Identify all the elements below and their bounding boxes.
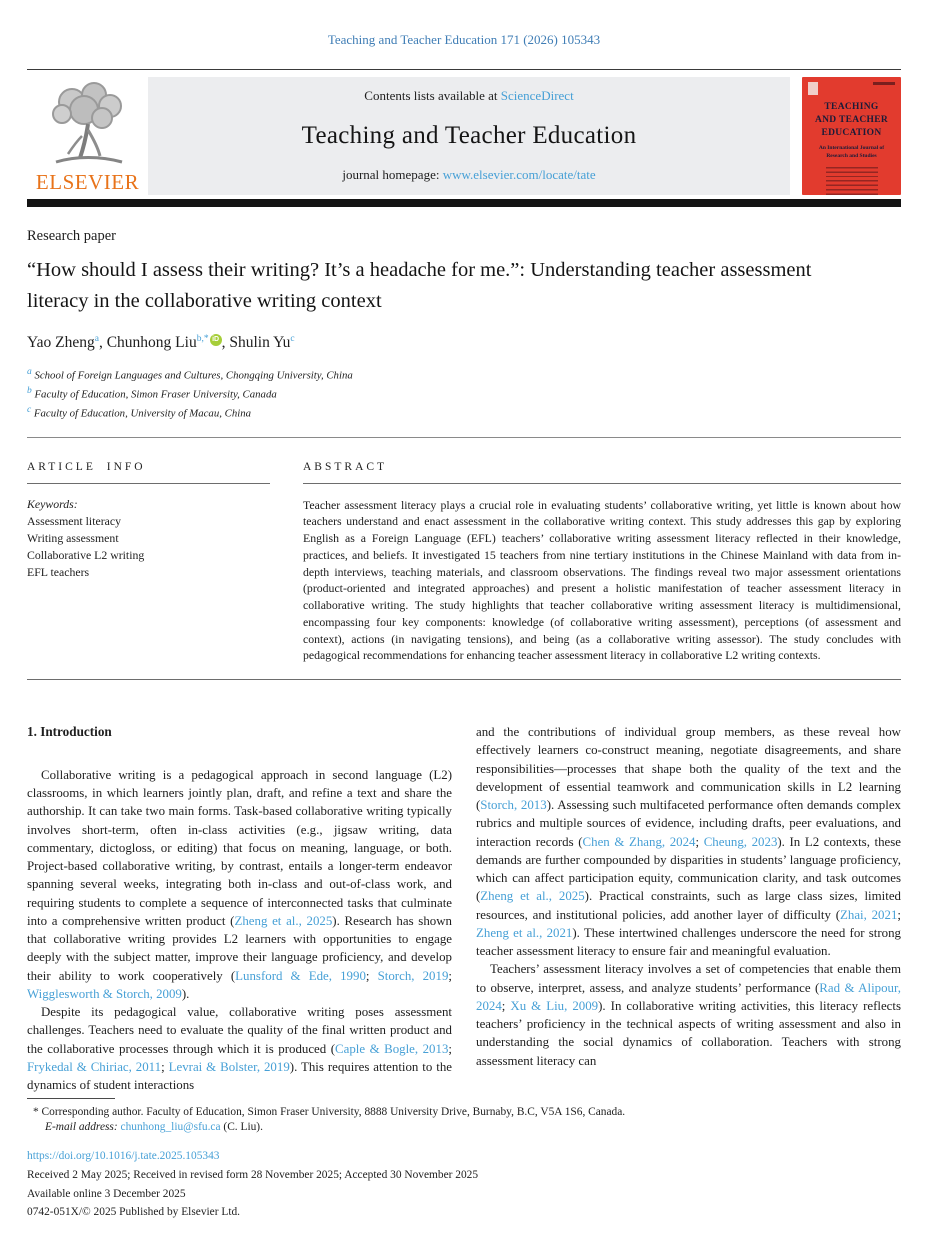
abstract-bottom-divider — [27, 679, 901, 680]
keyword-item: Writing assessment — [27, 530, 119, 545]
citation-link[interactable]: Caple & Bogle, 2013 — [335, 1041, 449, 1056]
affiliation-item: $^c$ Faculty of Education, University of Macau, China — [27, 405, 252, 420]
citation-link[interactable]: Lunsford & Ede, 1990 — [235, 968, 366, 983]
body-text: ). Practical constraints, such as large class sizes, limited resources, and institutional policies, add another layer of difficulty ( — [476, 889, 901, 922]
elsevier-tree-icon — [42, 80, 134, 170]
body-text: ; — [695, 834, 704, 849]
body-text: ). These intertwined challenges underscore the need for strong teacher assessment literacy to ensure fair and meaningful evaluation. — [476, 925, 901, 959]
body-text: ). This requires attention to the dynamics of student interactions — [27, 1059, 452, 1093]
article-info-column — [27, 438, 303, 665]
body-text: and the contributions of individual group members, as these reveal how effectively learners co-construct meaning, negotiate disagreements, and share responsibilities—processes that shape both the quality of the text and the development of essential teamwork and communication skills in L2 learning ( — [476, 725, 901, 813]
body-text: ; — [161, 1059, 169, 1074]
keywords-label: Keywords: — [27, 496, 78, 511]
citation-link[interactable]: Rad & Alipour, 2024 — [476, 980, 901, 1013]
keywords-block — [27, 496, 270, 581]
affiliation-list — [27, 365, 901, 423]
body-text: ; — [448, 1041, 452, 1056]
homepage-line — [158, 167, 780, 183]
citation-link[interactable]: Zheng et al., 2021 — [476, 925, 573, 940]
contents-line — [158, 88, 780, 104]
body-text: ; — [501, 998, 511, 1013]
citation-link[interactable]: Zhai, 2021 — [840, 907, 898, 922]
body-text: ; — [897, 907, 901, 922]
cover-subtitle: An International Journal of Research and Studies — [818, 145, 885, 160]
abstract-heading: ABSTRACT — [303, 438, 901, 484]
orcid-icon[interactable]: iD — [210, 334, 222, 346]
citation-link[interactable]: Wigglesworth & Storch, 2009 — [27, 986, 182, 1001]
corresponding-author-note: * Corresponding author. Faculty of Education, Simon Fraser University, 8888 University Drive, Burnaby, B.C, V5A 1S6, Canada. — [33, 1106, 626, 1118]
body-text: ). — [181, 986, 190, 1001]
body-paragraph — [476, 723, 901, 960]
homepage-link[interactable]: www.elsevier.com/locate/tate — [442, 167, 596, 182]
introduction-heading: 1. Introduction — [27, 724, 112, 740]
doi-link[interactable]: https://doi.org/10.1016/j.tate.2025.105343 — [27, 1150, 220, 1162]
journal-title: Teaching and Teacher Education — [301, 121, 637, 149]
article-info-heading: ARTICLE INFO — [27, 438, 270, 484]
citation-link[interactable]: Levrai & Bolster, 2019 — [168, 1059, 290, 1074]
body-paragraph — [27, 1003, 452, 1094]
article-title: “How should I assess their writing? It’s a headache for me.”: Understanding teacher assessment literacy in the collaborative writing context — [27, 259, 812, 312]
journal-cover-thumbnail[interactable] — [802, 77, 901, 195]
cover-publisher-mark — [808, 82, 818, 95]
article-body — [27, 723, 901, 1105]
elsevier-logo — [27, 77, 148, 195]
body-left-column — [27, 723, 452, 1105]
journal-citation-header: Teaching and Teacher Education 171 (2026) 105343 — [327, 32, 601, 47]
author-name: Chunhong Liu$^{b,*}$ iD , — [106, 333, 230, 351]
cover-title: TEACHING AND TEACHER EDUCATION — [814, 102, 889, 138]
homepage-prefix: journal homepage: — [342, 167, 443, 182]
abstract-text: Teacher assessment literacy plays a crucial role in evaluating students’ collaborative writing, yet little is known about how teachers understand and enact assessment in the collaborative writing context. This study addresses this gap by exploring English as a Foreign Language (EFL) teachers’ collaborative writing assessment literacy reflected in their knowledge, practices, and beliefs. It investigated 15 teachers from nine tertiary institutions in the Chinese Mainland with data from in-depth interviews, teaching materials, and classroom observations. The findings reveal two major assessment orientations (product-oriented and integrated approaches) and present a holistic manifestation of teacher assessment literacy in collaborative writing. The study highlights that teacher collaborative writing assessment literacy is multidimensional, encompassing four key components: knowledge (of collaborative writing assessment), perceptions (of assessment and context), actions (in navigating tensions), and being (as a collaborative writing assessor). The study concludes with pedagogical recommendations for enhancing teacher assessment literacy in collaborative L2 writing contexts. — [303, 497, 901, 663]
top-divider — [27, 69, 901, 70]
abstract-column — [303, 438, 901, 665]
body-text: ). In L2 contexts, these demands are further compounded by disparities in students’ language proficiency, which can affect participation equity, communication clarity, and task outcomes ( — [476, 834, 901, 904]
body-text: Collaborative writing is a pedagogical approach in second language (L2) classrooms, in which learners jointly plan, draft, and refine a text and share the authorship. It can take two main forms. Task-based collaborative writing typically involves short-term, often in-class activities (e.g., jigsaw writing, data commentary, dictogloss, or editing) that focus on meaning, language, or both. Project-based collaborative writing, by contrast, entails a longer-term endeavor spanning several weeks, integrating both in-class and out-of-class work, and requiring students to complete a sequence of interconnected tasks that culminate into a comprehensive written product ( — [27, 767, 452, 928]
cover-editor-lines — [826, 167, 878, 195]
banner-center — [148, 77, 790, 195]
citation-link[interactable]: Zheng et al., 2025 — [234, 913, 333, 928]
keyword-item: Assessment literacy — [27, 513, 122, 528]
author-affiliation-sup: c — [290, 333, 295, 344]
article-footer — [27, 1098, 901, 1221]
citation-link[interactable]: Chen & Zhang, 2024 — [582, 834, 696, 849]
affiliation-item: $^b$ Faculty of Education, Simon Fraser University, Canada — [27, 385, 277, 401]
issn-copyright: 0742-051X/© 2025 Published by Elsevier Ltd. — [27, 1206, 241, 1219]
available-online: Available online 3 December 2025 — [27, 1187, 186, 1200]
citation-link[interactable]: Cheung, 2023 — [703, 834, 778, 849]
footnote-divider — [27, 1098, 115, 1099]
keyword-item: Collaborative L2 writing — [27, 547, 145, 562]
journal-banner — [27, 77, 901, 195]
body-text: Despite its pedagogical value, collaborative writing poses assessment challenges. Teachers need to evaluate the quality of the final written product and the collaborative processes through which it is produced ( — [27, 1005, 452, 1056]
citation-link[interactable]: Zheng et al., 2025 — [480, 889, 585, 904]
body-paragraph — [27, 766, 452, 1003]
email-link[interactable]: chunhong_liu@sfu.ca — [120, 1121, 221, 1133]
author-affiliation-sup: b,* — [196, 333, 209, 344]
body-text: ; — [448, 968, 452, 983]
citation-link[interactable]: Storch, 2019 — [377, 968, 449, 983]
body-text: Teachers’ assessment literacy involves a set of competencies that enable them to observe, interpret, assess, and analyze students’ performance ( — [476, 962, 901, 995]
section-bar — [27, 199, 901, 207]
cover-corner-text — [873, 82, 895, 85]
citation-link[interactable]: Xu & Liu, 2009 — [510, 998, 599, 1013]
author-list — [27, 334, 901, 352]
author-affiliation-sup: a — [94, 333, 99, 344]
keyword-item: EFL teachers — [27, 565, 90, 580]
body-text: ). In collaborative writing activities, this literacy reflects teachers’ proficiency in the technical aspects of writing assessment and also in understanding the social dynamics of collaboration. Teachers with strong assessment literacy can — [476, 998, 901, 1068]
sciencedirect-link[interactable]: ScienceDirect — [500, 88, 574, 103]
email-note — [27, 1121, 901, 1133]
author-name: Shulin Yu$^c$ — [229, 333, 295, 351]
email-suffix: (C. Liu). — [220, 1121, 263, 1133]
body-text: ; — [365, 968, 378, 983]
received-dates: Received 2 May 2025; Received in revised form 28 November 2025; Accepted 30 November 2025 — [27, 1169, 479, 1181]
body-paragraph — [476, 960, 901, 1070]
body-text: ). Assessing such multifaceted performance often demands complex rubrics and multiple sources of evidence, including drafts, peer evaluations, and interaction records ( — [476, 798, 901, 849]
affiliation-item: $^a$ School of Foreign Languages and Cultures, Chongqing University, China — [27, 366, 353, 382]
citation-link[interactable]: Frykedal & Chiriac, 2011 — [27, 1059, 162, 1074]
contents-prefix: Contents lists available at — [364, 88, 501, 103]
email-label: E-mail address: — [45, 1121, 118, 1133]
article-type-label: Research paper — [27, 228, 116, 244]
author-name: Yao Zheng$^a$, — [27, 333, 107, 351]
citation-link[interactable]: Storch, 2013 — [480, 798, 547, 813]
body-right-column — [476, 723, 901, 1105]
elsevier-wordmark: ELSEVIER — [35, 170, 140, 194]
body-text: ). Research has shown that collaborative writing provides L2 learners with opportunities to engage deeply with the subject matter, improve their language proficiency, and develop their ability to work cooperatively ( — [27, 913, 452, 983]
article-info-abstract-section — [27, 438, 901, 665]
